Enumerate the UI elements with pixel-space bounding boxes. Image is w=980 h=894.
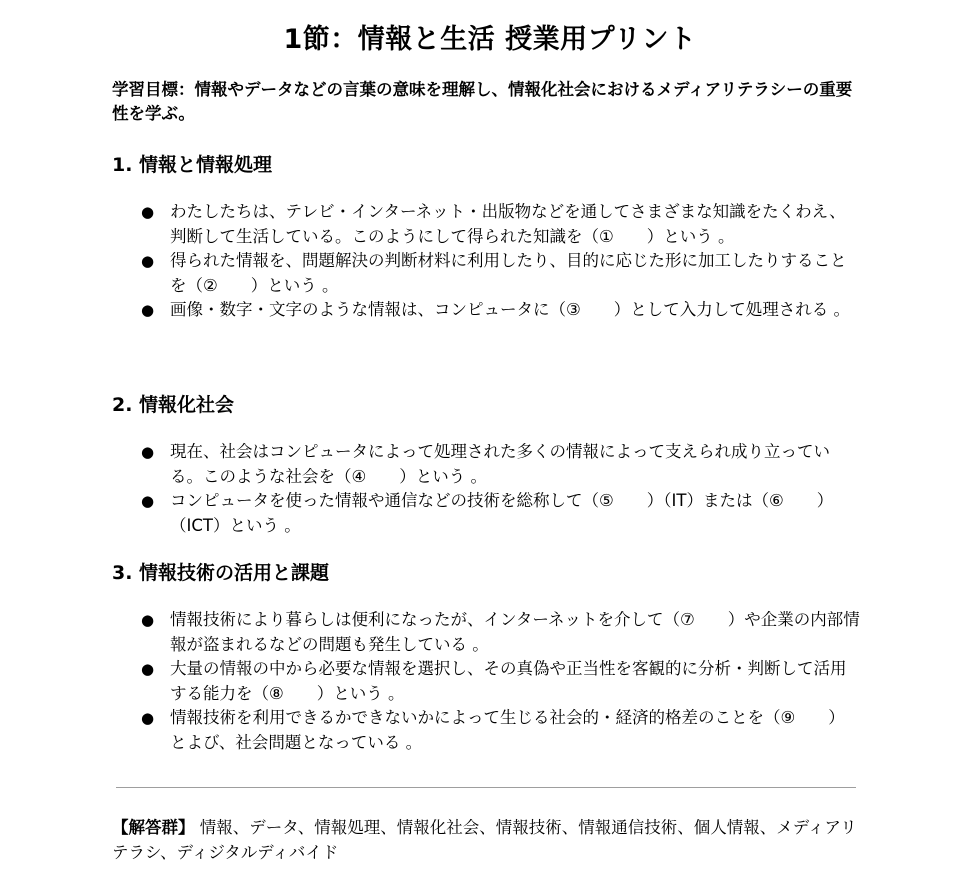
- bullet-icon: ●: [141, 660, 155, 678]
- section-heading-1: 1. 情報と情報処理: [112, 154, 273, 176]
- list-item: [140, 298, 860, 323]
- list-item: [140, 249, 860, 298]
- section-heading-2: 2. 情報化社会: [112, 394, 235, 416]
- list-item: [140, 489, 860, 538]
- page-title: 1節：情報と生活 授業用プリント: [283, 24, 697, 55]
- list-item-text: 得られた情報を、問題解決の判断材料に利用したり、目的に応じた形に加工したりすることを（② ）という 。: [170, 251, 847, 295]
- section-1-bullet-list: [140, 200, 860, 323]
- bullet-icon: ●: [141, 203, 155, 221]
- learning-objective: 学習目標：情報やデータなどの言葉の意味を理解し、情報化社会におけるメディアリテラシーの重要性を学ぶ。: [112, 80, 853, 123]
- list-item: [140, 200, 860, 249]
- answer-bank-options: 情報、データ、情報処理、情報化社会、情報技術、情報通信技術、個人情報、メディアリテラシ、ディジタルディバイド: [112, 818, 857, 862]
- bullet-icon: ●: [141, 611, 155, 629]
- list-item-text: 画像・数字・文字のような情報は、コンピュータに（③ ）として入力して処理される 。: [170, 300, 851, 319]
- horizontal-divider: [116, 787, 856, 788]
- bullet-icon: ●: [141, 443, 155, 461]
- section-heading-3: 3. 情報技術の活用と課題: [112, 562, 330, 584]
- section-3-bullet-list: [140, 608, 860, 755]
- bullet-icon: ●: [141, 492, 155, 510]
- list-item: [140, 440, 860, 489]
- bullet-icon: ●: [141, 252, 155, 270]
- list-item-text: コンピュータを使った情報や通信などの技術を総称して（⑤ ）（IT）または（⑥ ）（ICT）という 。: [170, 491, 834, 535]
- list-item-text: 現在、社会はコンピュータによって処理された多くの情報によって支えられ成り立っている。このような社会を（④ ）という 。: [170, 442, 830, 486]
- list-item: [140, 608, 860, 657]
- list-item: [140, 657, 860, 706]
- bullet-icon: ●: [141, 301, 155, 319]
- list-item: [140, 706, 860, 755]
- list-item-text: 情報技術を利用できるかできないかによって生じる社会的・経済的格差のことを（⑨ ）とよび、社会問題となっている 。: [170, 708, 845, 752]
- bullet-icon: ●: [141, 709, 155, 727]
- list-item-text: 大量の情報の中から必要な情報を選択し、その真偽や正当性を客観的に分析・判断して活用する能力を（⑧ ）という 。: [170, 659, 847, 703]
- list-item-text: わたしたちは、テレビ・インターネット・出版物などを通してさまざまな知識をたくわえ、判断して生活している。このようにして得られた知識を（① ）という 。: [170, 202, 846, 246]
- answer-bank: [112, 816, 862, 865]
- list-item-text: 情報技術により暮らしは便利になったが、インターネットを介して（⑦ ）や企業の内部情報が盗まれるなどの問題も発生している 。: [170, 610, 860, 654]
- section-2-bullet-list: [140, 440, 860, 538]
- answer-bank-label: 【解答群】: [112, 818, 195, 837]
